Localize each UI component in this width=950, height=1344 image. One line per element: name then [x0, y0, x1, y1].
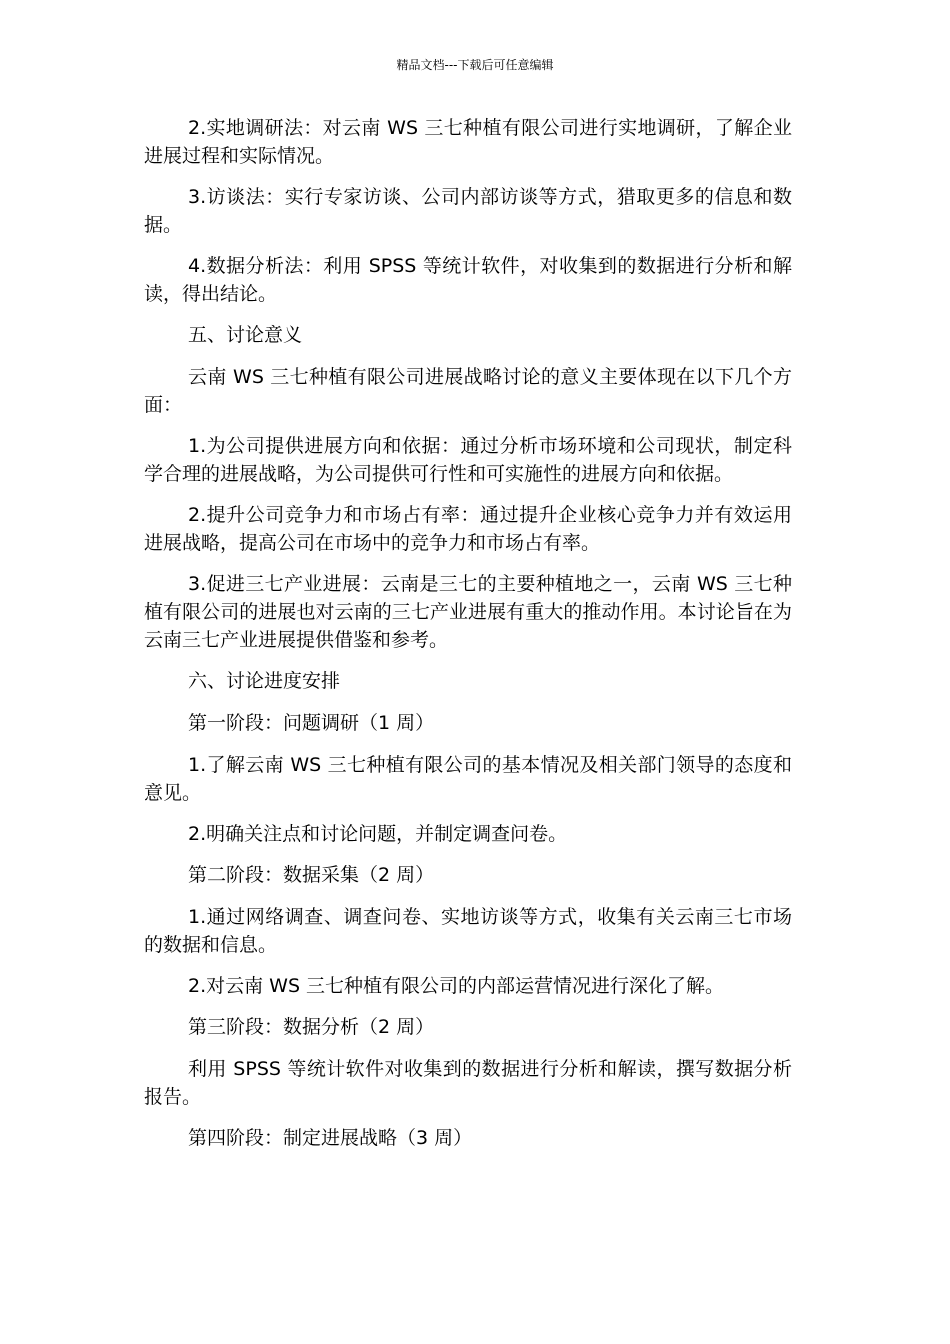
stage-2-item-1: 1.通过网络调查、调查问卷、实地访谈等方式，收集有关云南三七市场的数据和信息。	[144, 906, 792, 956]
stage-3-item-1: 利用 SPSS 等统计软件对收集到的数据进行分析和解读，撰写数据分析报告。	[144, 1058, 792, 1108]
stage-heading-3: 第三阶段：数据分析（2 周）	[188, 1016, 435, 1038]
section-heading-schedule: 六、讨论进度安排	[188, 670, 341, 692]
section-heading-significance: 五、讨论意义	[188, 324, 303, 346]
paragraph-significance-2: 2.提升公司竞争力和市场占有率：通过提升企业核心竞争力并有效运用进展战略，提高公司在市场中的竞争力和市场占有率。	[144, 504, 792, 554]
paragraph-method-interview: 3.访谈法：实行专家访谈、公司内部访谈等方式，猎取更多的信息和数据。	[144, 186, 792, 236]
paragraph-significance-intro: 云南 WS 三七种植有限公司进展战略讨论的意义主要体现在以下几个方面：	[144, 366, 792, 416]
stage-heading-2: 第二阶段：数据采集（2 周）	[188, 864, 435, 886]
document-body	[144, 114, 792, 1166]
paragraph-method-data-analysis: 4.数据分析法：利用 SPSS 等统计软件，对收集到的数据进行分析和解读，得出结论。	[144, 255, 792, 305]
stage-heading-4: 第四阶段：制定进展战略（3 周）	[188, 1127, 473, 1149]
page-header: 精品文档---下载后可任意编辑	[396, 58, 554, 72]
paragraph-method-field-research: 2.实地调研法：对云南 WS 三七种植有限公司进行实地调研，了解企业进展过程和实际情况。	[144, 117, 792, 167]
stage-heading-1: 第一阶段：问题调研（1 周）	[188, 712, 435, 734]
paragraph-significance-1: 1.为公司提供进展方向和依据：通过分析市场环境和公司现状，制定科学合理的进展战略，为公司提供可行性和可实施性的进展方向和依据。	[144, 435, 792, 485]
stage-2-item-2: 2.对云南 WS 三七种植有限公司的内部运营情况进行深化了解。	[188, 975, 725, 997]
stage-1-item-1: 1.了解云南 WS 三七种植有限公司的基本情况及相关部门领导的态度和意见。	[144, 754, 792, 804]
stage-1-item-2: 2.明确关注点和讨论问题，并制定调查问卷。	[188, 823, 568, 845]
paragraph-significance-3: 3.促进三七产业进展：云南是三七的主要种植地之一，云南 WS 三七种植有限公司的进展也对云南的三七产业进展有重大的推动作用。本讨论旨在为云南三七产业进展提供借鉴和参考。	[144, 573, 792, 651]
